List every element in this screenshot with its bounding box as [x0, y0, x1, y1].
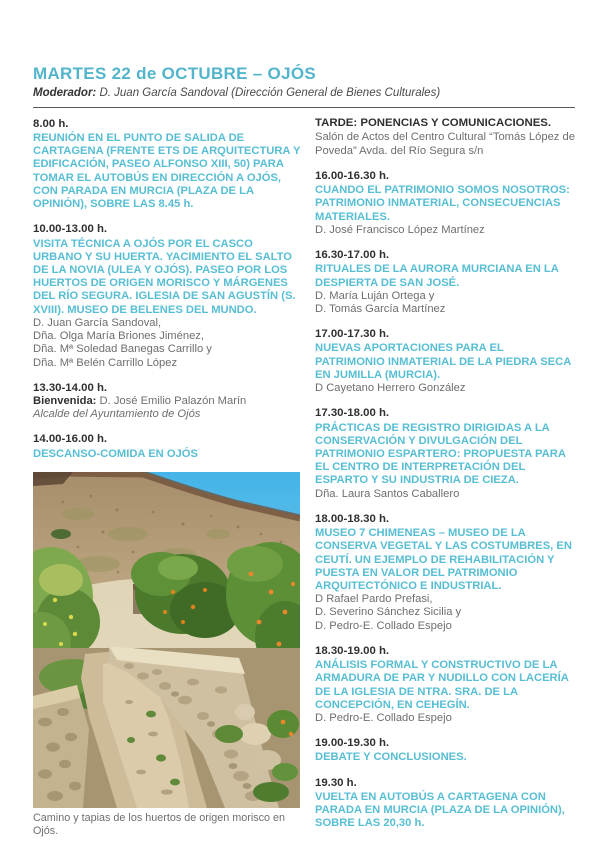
header-divider — [33, 107, 575, 108]
event-time: 18.30-19.00 h. — [315, 644, 390, 657]
left-column — [33, 117, 303, 842]
event-time: 8.00 h. — [33, 117, 69, 130]
event-1330-1400 — [33, 381, 303, 422]
event-person: D. Juan García Sandoval, — [33, 316, 162, 329]
page-title: MARTES 22 de OCTUBRE – OJÓS — [33, 64, 316, 83]
photo-figure — [33, 472, 303, 838]
event-title: MUSEO 7 CHIMENEAS – MUSEO DE LA CONSERVA VEGETAL Y LAS COSTUMBRES, EN CEUTÍ. UN EJEMPLO DE REHABILITACIÓN Y PUESTA EN VALOR DEL PATRIMONIO ARQUITECTÓNICO E INDUSTRIAL. — [315, 527, 572, 592]
event-person: D Cayetano Herrero González — [315, 382, 466, 395]
page-header — [33, 64, 575, 108]
event-800 — [33, 117, 303, 212]
photo-caption: Camino y tapias de los huertos de origen morisco en Ojós. — [33, 811, 286, 837]
welcome-role: Alcalde del Ayuntamiento de Ojós — [33, 408, 201, 421]
event-title: RITUALES DE LA AURORA MURCIANA EN LA DESPIERTA DE SAN JOSÉ. — [315, 263, 559, 289]
event-title: VISITA TÉCNICA A OJÓS POR EL CASCO URBANO Y SU HUERTA. YACIMIENTO EL SALTO DE LA NOVIA (ULEA Y OJÓS). PASEO POR LOS HUERTOS DE ORIGEN MORISCO Y MÁRGENES DEL RÍO SEGURA. IGLESIA DE SAN AGUSTÍN (S. XVIII). MUSEO DE BELENES DEL MUNDO. — [33, 237, 296, 316]
event-time: 19.30 h. — [315, 776, 357, 789]
event-1630-1700 — [315, 248, 575, 316]
photo-huertos-ojos — [33, 472, 300, 808]
event-person: D. Pedro-E. Collado Espejo — [315, 711, 452, 724]
event-1400-1600 — [33, 432, 303, 460]
event-title: REUNIÓN EN EL PUNTO DE SALIDA DE CARTAGENA (FRENTE ETS DE ARQUITECTURA Y EDIFICACIÓN, PASEO ALFONSO XIII, 50) PARA TOMAR EL AUTOBÚS EN DIRECCIÓN A OJÓS, CON PARADA EN MURCIA (PLAZA DE LA OPINIÓN), SOBRE LAS 8.45 h. — [33, 132, 301, 211]
section-header — [315, 117, 575, 158]
event-person: D. José Francisco López Martínez — [315, 223, 485, 236]
event-person: D. Tomás García Martínez — [315, 302, 446, 315]
event-person: Dña. Mª Soledad Banegas Carrillo y — [33, 343, 212, 356]
event-person: D. María Luján Ortega y — [315, 289, 435, 302]
moderator-label: Moderador: — [33, 87, 97, 99]
event-1730-1800 — [315, 406, 575, 501]
event-time: 14.00-16.00 h. — [33, 433, 108, 446]
event-person: Dña. Laura Santos Caballero — [315, 487, 460, 500]
event-1800-1830 — [315, 512, 575, 633]
event-time: 19.00-19.30 h. — [315, 737, 390, 750]
event-1600-1630 — [315, 169, 575, 237]
welcome-label: Bienvenida: — [33, 395, 97, 408]
content-columns — [33, 117, 575, 842]
event-time: 10.00-13.00 h. — [33, 223, 108, 236]
event-title: NUEVAS APORTACIONES PARA EL PATRIMONIO INMATERIAL DE LA PIEDRA SECA EN JUMILLA (MURCIA). — [315, 342, 571, 381]
event-person: D. Pedro-E. Collado Espejo — [315, 619, 452, 632]
event-title: PRÁCTICAS DE REGISTRO DIRIGIDAS A LA CONSERVACIÓN Y DIVULGACIÓN DEL PATRIMONIO ESPARTERO: PROPUESTA PARA EL CENTRO DE INTERPRETACIÓN DEL ESPARTO Y SU INDUSTRIA DE CIEZA. — [315, 421, 566, 487]
event-person: D Rafael Pardo Prefasi, — [315, 593, 433, 606]
event-person: Dña. Mª Belén Carrillo López — [33, 356, 178, 369]
moderator-line — [33, 87, 575, 101]
event-1930 — [315, 776, 575, 831]
section-title: TARDE: PONENCIAS Y COMUNICACIONES. — [315, 116, 552, 129]
event-1000-1300 — [33, 222, 303, 369]
event-time: 16.30-17.00 h. — [315, 249, 390, 262]
event-title: DEBATE Y CONCLUSIONES. — [315, 751, 467, 764]
event-time: 18.00-18.30 h. — [315, 512, 390, 525]
welcome-name: D. José Emilio Palazón Marín — [99, 395, 247, 408]
event-1830-1900 — [315, 644, 575, 725]
section-venue: Salón de Actos del Centro Cultural “Tomás López de Poveda” Avda. del Río Segura s/n — [315, 131, 575, 157]
right-column — [315, 117, 575, 842]
welcome-line — [33, 395, 303, 408]
event-title: ANÁLISIS FORMAL Y CONSTRUCTIVO DE LA ARMADURA DE PAR Y NUDILLO CON LACERÍA DE LA IGLESIA DE NTRA. SRA. DE LA CONCEPCIÓN, EN CEHEGÍN. — [315, 659, 569, 711]
event-time: 16.00-16.30 h. — [315, 169, 390, 182]
event-title: CUANDO EL PATRIMONIO SOMOS NOSOTROS: PATRIMONIO INMATERIAL, CONSECUENCIAS MATERIALES. — [315, 184, 570, 223]
moderator-name: D. Juan García Sandoval (Dirección General de Bienes Culturales) — [99, 87, 441, 99]
event-title: VUELTA EN AUTOBÚS A CARTAGENA CON PARADA EN MURCIA (PLAZA DE LA OPINIÓN), SOBRE LAS 20,30 h. — [315, 790, 565, 830]
event-time: 17.30-18.00 h. — [315, 407, 390, 420]
event-title: DESCANSO-COMIDA EN OJÓS — [33, 447, 198, 460]
event-person: Dña. Olga María Briones Jiménez, — [33, 330, 204, 343]
event-1700-1730 — [315, 327, 575, 395]
event-1900-1930 — [315, 736, 575, 764]
event-time: 13.30-14.00 h. — [33, 381, 108, 394]
event-time: 17.00-17.30 h. — [315, 328, 390, 341]
event-person: D. Severino Sánchez Sicilia y — [315, 606, 462, 619]
